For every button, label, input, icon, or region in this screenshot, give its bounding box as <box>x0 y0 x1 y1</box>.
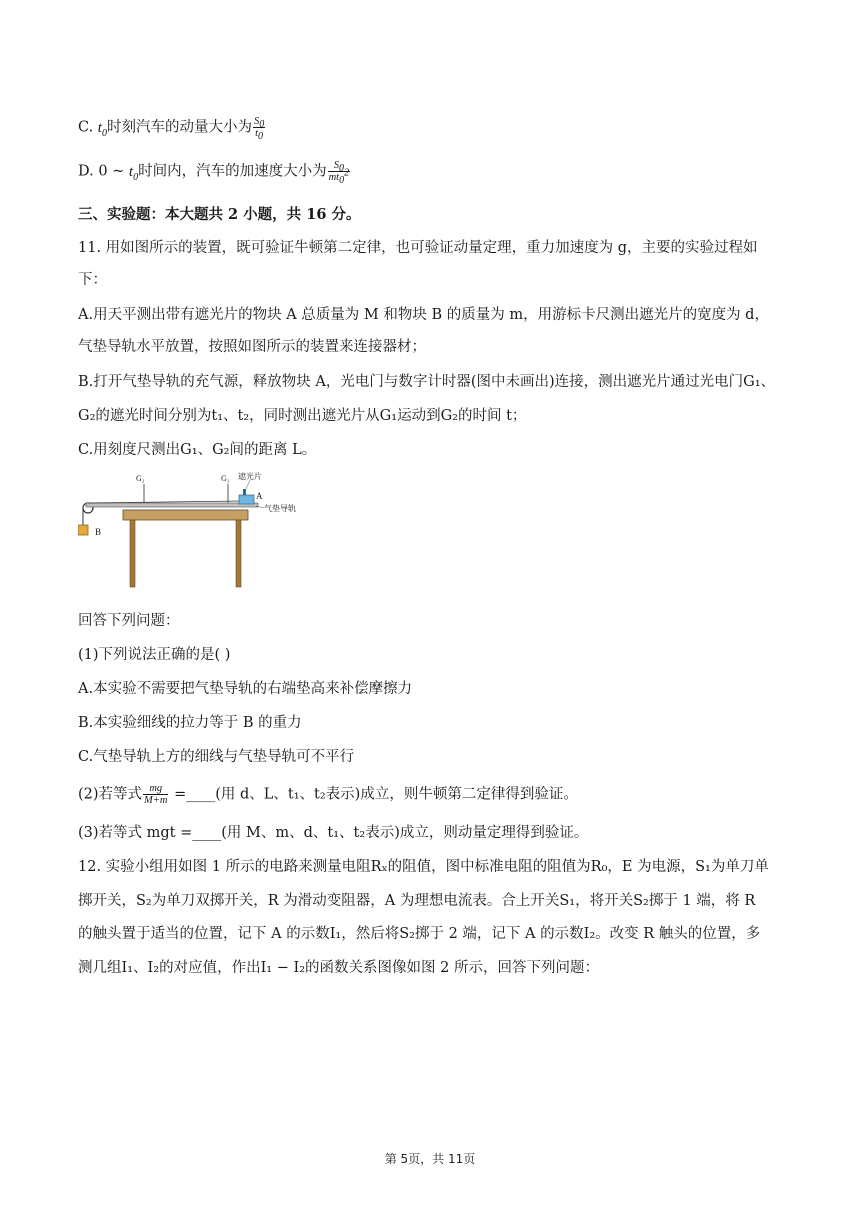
air-track-apparatus-figure <box>78 470 328 594</box>
q11-step-c: C.用刻度尺测出G₁、G₂间的距离 L。 <box>78 442 317 458</box>
q11-step-b2: G₂的遮光时间分别为t₁、t₂，同时测出遮光片从G₁运动到G₂的时间 t； <box>78 408 527 424</box>
fraction-mg-over-mplusm: $\frac{mg}{M+m}$ <box>144 783 168 806</box>
q11-part2: (2)若等式 $\frac{mg}{M+m}$ =____(用 d、L、t₁、t₂表示)成立，则牛顿第二定律得到验证。 <box>78 783 578 806</box>
svg-text:A: A <box>256 491 263 501</box>
q11-step-b1: B.打开气垫导轨的充气源，释放物块 A，光电门与数字计时器(图中未画出)连接，测出遮光片通过光电门G₁、 <box>78 374 776 390</box>
q11-part1-option-c: C.气垫导轨上方的细线与气垫导轨可不平行 <box>78 749 355 765</box>
table-top <box>123 510 248 520</box>
q12-line3: 的触头置于适当的位置，记下 A 的示数I₁，然后将S₂掷于 2 端，记下 A 的示数I₂。改变 R 触头的位置，多 <box>78 926 761 942</box>
q11-part3: (3)若等式 mgt =____(用 M、m、d、t₁、t₂表示)成立，则动量定理得到验证。 <box>78 825 589 841</box>
q12-line4: 测几组I₁、I₂的对应值，作出I₁ − I₂的函数关系图像如图 2 所示，回答下列问题： <box>78 960 599 976</box>
q11-part1-option-a: A.本实验不需要把气垫导轨的右端垫高来补偿摩擦力 <box>78 681 413 697</box>
q12-line2: 掷开关，S₂为单刀双掷开关，R 为滑动变阻器，A 为理想电流表。合上开关S₁，将开关S₂掷于 1 端，将 R <box>78 893 756 909</box>
svg-text:遮光片: 遮光片 <box>238 472 262 481</box>
block-a <box>239 495 254 504</box>
q11-line1: 11. 用如图所示的装置，既可验证牛顿第二定律，也可验证动量定理，重力加速度为 g，主要的实验过程如 <box>78 240 758 256</box>
page-footer: 第 5页，共 11页 <box>384 1152 476 1166</box>
option-c: C. $t_0$时刻汽车的动量大小为 $\frac{S_0}{t_0}$ <box>78 116 265 143</box>
svg-text:G₂: G₂ <box>136 474 145 483</box>
q11-step-a1: A.用天平测出带有遮光片的物块 A 总质量为 M 和物块 B 的质量为 m，用游标卡尺测出遮光片的宽度为 d， <box>78 307 769 323</box>
fraction-s0-t0: $\frac{S_0}{t_0}$ <box>253 116 265 143</box>
svg-text:气垫导轨: 气垫导轨 <box>264 504 296 513</box>
svg-text:B: B <box>95 527 102 537</box>
answer-intro: 回答下列问题： <box>78 613 180 629</box>
q12-line1: 12. 实验小组用如图 1 所示的电路来测量电阻Rₓ的阻值，图中标准电阻的阻值为R₀，E 为电源，S₁为单刀单 <box>78 859 769 875</box>
q11-step-a2: 气垫导轨水平放置，按照如图所示的装置来连接器材； <box>78 339 426 355</box>
q11-line2: 下： <box>78 272 107 288</box>
fraction-s0-mt0sq: $\frac{S_0}{mt_0^2}$ <box>328 160 350 187</box>
air-track <box>86 503 258 507</box>
block-b <box>78 525 88 535</box>
q11-part1: (1)下列说法正确的是( ) <box>78 647 231 663</box>
option-d: D. 0 ~ $t_0$时间内，汽车的加速度大小为 $\frac{S_0}{mt_0^2}$ <box>78 160 350 187</box>
section-heading: 三、实验题：本大题共 2 小题，共 16 分。 <box>78 206 361 223</box>
svg-text:G₁: G₁ <box>221 474 230 483</box>
q11-part1-option-b: B.本实验细线的拉力等于 B 的重力 <box>78 715 302 731</box>
